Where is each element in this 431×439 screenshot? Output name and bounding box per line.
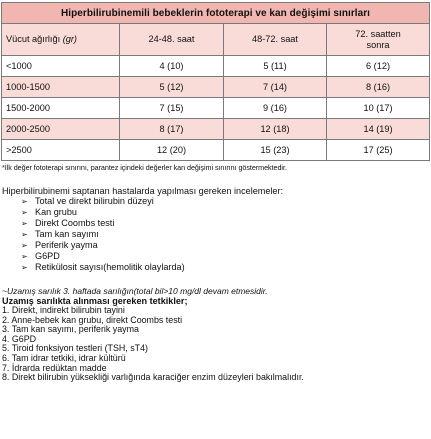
value-cell: 8 (17)	[120, 119, 224, 140]
header-72-plus-label: 72. saatten sonra	[355, 28, 401, 50]
table-header-row	[2, 24, 430, 56]
arrow-bullet-icon: ➢	[21, 263, 28, 272]
value-cell: 8 (16)	[327, 77, 430, 98]
value-cell: 7 (15)	[120, 98, 224, 119]
table-row	[2, 98, 430, 119]
weight-cell: 2000-2500	[2, 119, 120, 140]
list-item: 1. Direkt, indirekt bilirubin tayini	[2, 305, 125, 315]
exam-item-text: Direkt Coombs testi	[35, 218, 115, 228]
exam-item-text: Tam kan sayımı	[35, 229, 99, 239]
arrow-bullet-icon: ➢	[21, 252, 28, 261]
list-item	[21, 229, 430, 240]
arrow-bullet-icon: ➢	[21, 219, 28, 228]
weight-cell: 1500-2000	[2, 98, 120, 119]
value-cell: 12 (18)	[224, 119, 327, 140]
exam-item-text: Periferik yayma	[35, 240, 98, 250]
note-prefix: ~	[2, 286, 7, 296]
value-cell: 7 (14)	[224, 77, 327, 98]
list-item	[21, 196, 430, 207]
exam-item-text: Kan grubu	[35, 207, 77, 217]
exams-intro: Hiperbilirubinemi saptanan hastalarda yapılması gereken incelemeler:	[2, 186, 284, 196]
list-item	[21, 240, 430, 251]
weight-cell: <1000	[2, 56, 120, 77]
value-cell: 17 (25)	[327, 140, 430, 161]
list-item: 5. Tiroid fonksiyon testleri (TSH, sT4)	[2, 343, 148, 354]
value-cell: 6 (12)	[327, 56, 430, 77]
table-footnote: *İlk değer fototerapi sınırını, parantez içindeki değerler kan değişimi sınırını göstermektedir.	[2, 163, 287, 172]
arrow-bullet-icon: ➢	[21, 197, 28, 206]
header-weight-label: Vücut ağırlığı	[6, 34, 61, 44]
arrow-bullet-icon: ➢	[21, 208, 28, 217]
table-row	[2, 119, 430, 140]
exam-item-text: Retikülosit sayısı(hemolitik olaylarda)	[35, 262, 185, 272]
note-text: Uzamış sarılık 3. haftada sarılığın(total bil>10 mg/dl devam etmesidir.	[6, 286, 268, 296]
header-24-48: 24-48. saat	[120, 24, 224, 56]
table-title: Hiperbilirubinemili bebeklerin fototerapi ve kan değişimi sınırları	[2, 3, 430, 24]
table-row	[2, 140, 430, 161]
exam-item-text: G6PD	[35, 251, 60, 261]
list-item	[21, 262, 430, 273]
prolonged-tests-list	[1, 306, 430, 383]
header-72-plus	[327, 24, 430, 56]
list-item	[21, 218, 430, 229]
weight-cell: >2500	[2, 140, 120, 161]
table-row	[2, 77, 430, 98]
value-cell: 5 (11)	[224, 56, 327, 77]
prolonged-jaundice-note	[1, 286, 430, 296]
exams-list	[1, 196, 430, 273]
header-48-72: 48-72. saat	[224, 24, 327, 56]
list-item: 4. G6PD	[2, 333, 37, 344]
list-item: 2. Anne-bebek kan grubu, direkt Coombs testi	[2, 314, 183, 325]
weight-cell: 1000-1500	[2, 77, 120, 98]
list-item: 3. Tam kan sayımı, periferik yayma	[2, 324, 139, 335]
value-cell: 15 (23)	[224, 140, 327, 161]
list-item: 8. Direkt bilirubin yüksekliği varlığında karaciğer enzim düzeyleri bakılmalıdır.	[2, 372, 304, 383]
value-cell: 5 (12)	[120, 77, 224, 98]
value-cell: 9 (16)	[224, 98, 327, 119]
phototherapy-table	[1, 2, 430, 161]
value-cell: 14 (19)	[327, 119, 430, 140]
value-cell: 4 (10)	[120, 56, 224, 77]
list-item	[21, 251, 430, 262]
value-cell: 10 (17)	[327, 98, 430, 119]
prolonged-tests-title: Uzamış sarılıkta alınması gereken tetkikler;	[2, 296, 188, 306]
arrow-bullet-icon: ➢	[21, 241, 28, 250]
document	[1, 2, 430, 383]
table-row	[2, 56, 430, 77]
list-item	[21, 207, 430, 218]
list-item: 7. İdrarda redüktan madde	[2, 362, 107, 373]
list-item: 6. Tam idrar tetkiki, idrar kültürü	[2, 352, 126, 363]
value-cell: 12 (20)	[120, 140, 224, 161]
arrow-bullet-icon: ➢	[21, 230, 28, 239]
exam-item-text: Total ve direkt bilirubin düzeyi	[35, 196, 154, 206]
header-weight	[2, 24, 120, 56]
header-weight-unit: (gr)	[62, 34, 77, 44]
